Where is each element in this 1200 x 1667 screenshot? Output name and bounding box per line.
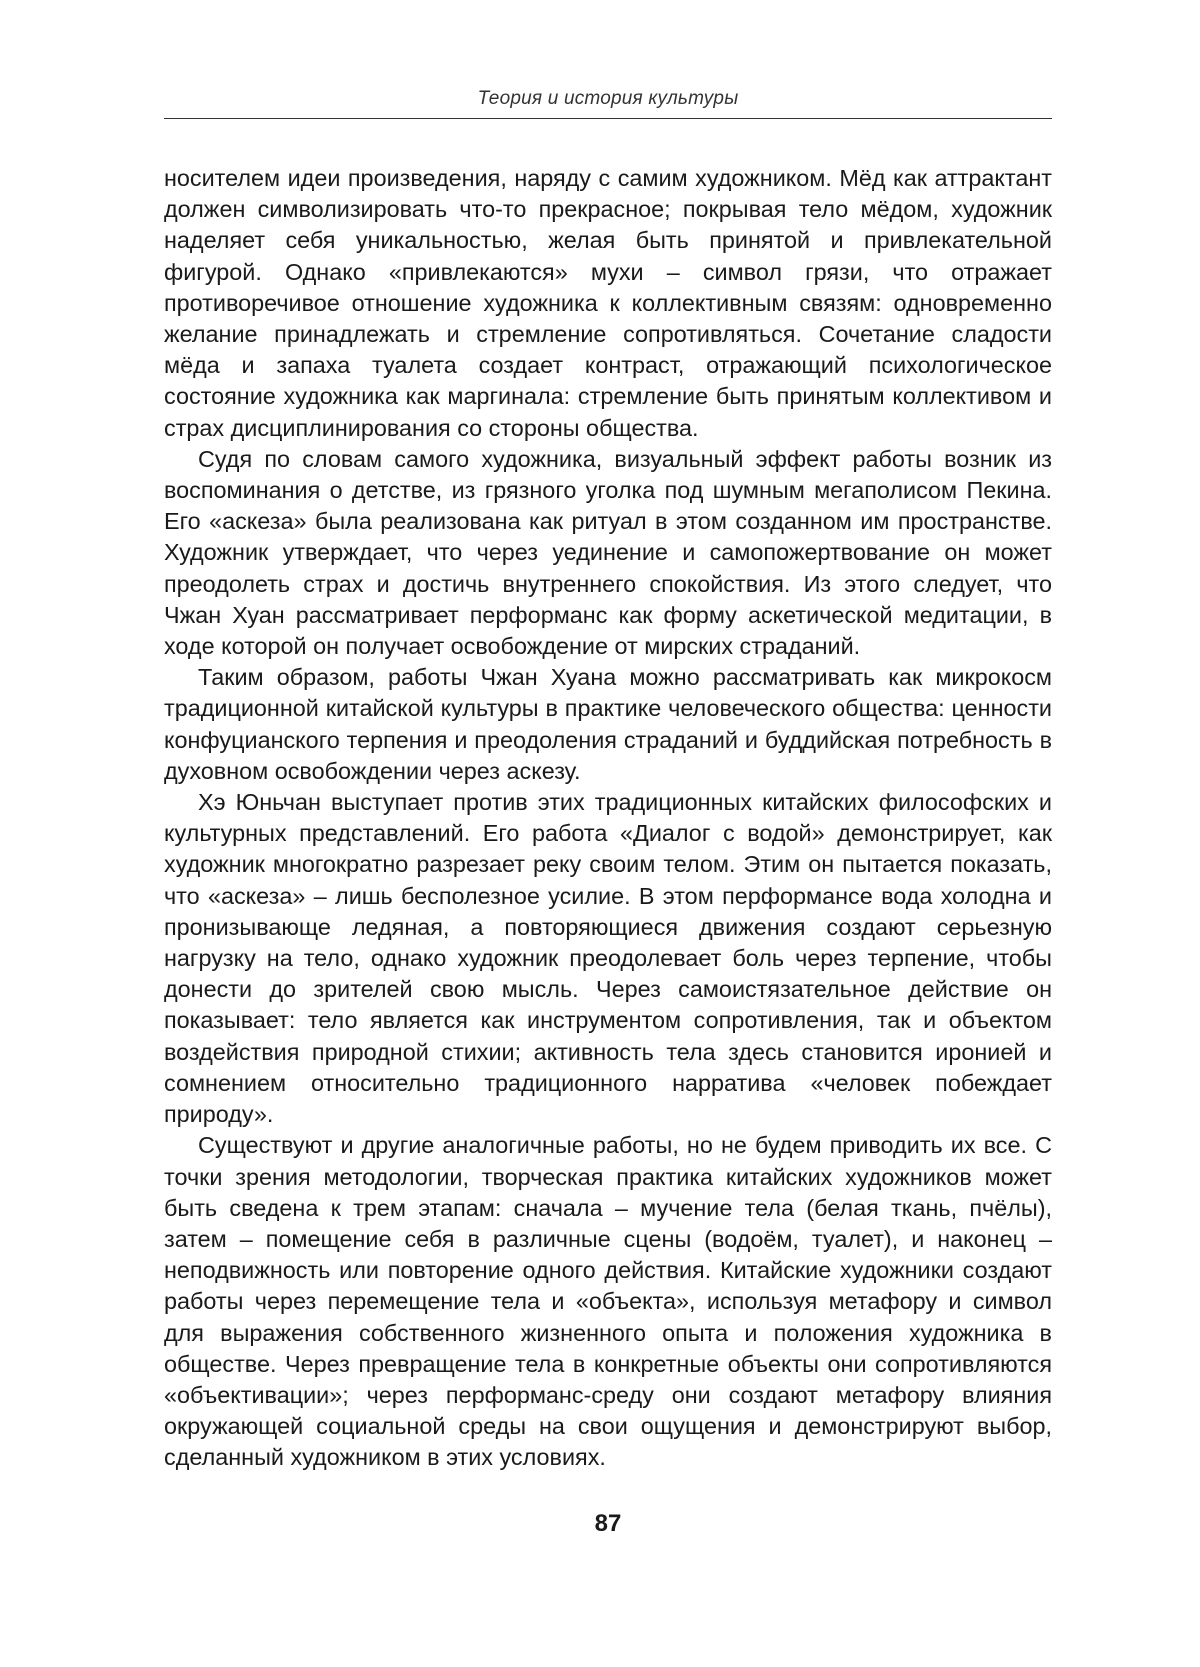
running-header-title: Теория и история культуры: [477, 88, 739, 109]
paragraph: Таким образом, работы Чжан Хуана можно рассматривать как микрокосм традиционной китайской культуры в практике человеческого общества: ценности конфуцианского терпения и преодоления страданий и буддийская потребность в духовном освобождении через аскезу.: [164, 664, 1052, 784]
paragraph-continuation: носителем идеи произведения, наряду с самим художником. Мёд как аттрактант должен символизировать что-то прекрасное; покрывая тело мёдом, художник наделяет себя уникальностью, желая быть принятой и привлекательной фигурой. Однако «привлекаются» мухи – символ грязи, что отражает противоречивое отношение художника к коллективным связям: одновременно желание принадлежать и стремление сопротивляться. Сочетание сладости мёда и запаха туалета создает контраст, отражающий психологическое состояние художника как маргинала: стремление быть принятым коллективом и страх дисциплинирования со стороны общества.: [164, 165, 1052, 441]
header-divider: [164, 118, 1052, 119]
body-text: [164, 163, 1052, 1474]
paragraph: Хэ Юньчан выступает против этих традиционных китайских философских и культурных представлений. Его работа «Диалог с водой» демонстрирует, как художник многократно разрезает реку своим телом. Этим он пытается показать, что «аскеза» – лишь бесполезное усилие. В этом перформансе вода холодна и пронизывающе ледяная, а повторяющиеся движения создают серьезную нагрузку на тело, однако художник преодолевает боль через терпение, чтобы донести до зрителей свою мысль. Через самоистязательное действие он показывает: тело является как инструментом сопротивления, так и объектом воздействия природной стихии; активность тела здесь становится иронией и сомнением относительно традиционного нарратива «человек побеждает природу».: [164, 789, 1052, 1128]
paragraph: Судя по словам самого художника, визуальный эффект работы возник из воспоминания о детстве, из грязного уголка под шумным мегаполисом Пекина. Его «аскеза» была реализована как ритуал в этом созданном им пространстве. Художник утверждает, что через уединение и самопожертвование он может преодолеть страх и достичь внутреннего спокойствия. Из этого следует, что Чжан Хуан рассматривает перформанс как форму аскетической медитации, в ходе которой он получает освобождение от мирских страданий.: [164, 445, 1052, 660]
page-number: 87: [594, 1510, 622, 1537]
paragraph: Существуют и другие аналогичные работы, но не будем приводить их все. С точки зрения методологии, творческая практика китайских художников может быть сведена к трем этапам: сначала – мучение тела (белая ткань, пчёлы), затем – помещение себя в различные сцены (водоём, туалет), и наконец – неподвижность или повторение одного действия. Китайские художники создают работы через перемещение тела и «объекта», используя метафору и символ для выражения собственного жизненного опыта и положения художника в обществе. Через превращение тела в конкретные объекты они сопротивляются «объективации»; через перформанс-среду они создают метафору влияния окружающей социальной среды на свои ощущения и демонстрируют выбор, сделанный художником в этих условиях.: [164, 1132, 1052, 1471]
